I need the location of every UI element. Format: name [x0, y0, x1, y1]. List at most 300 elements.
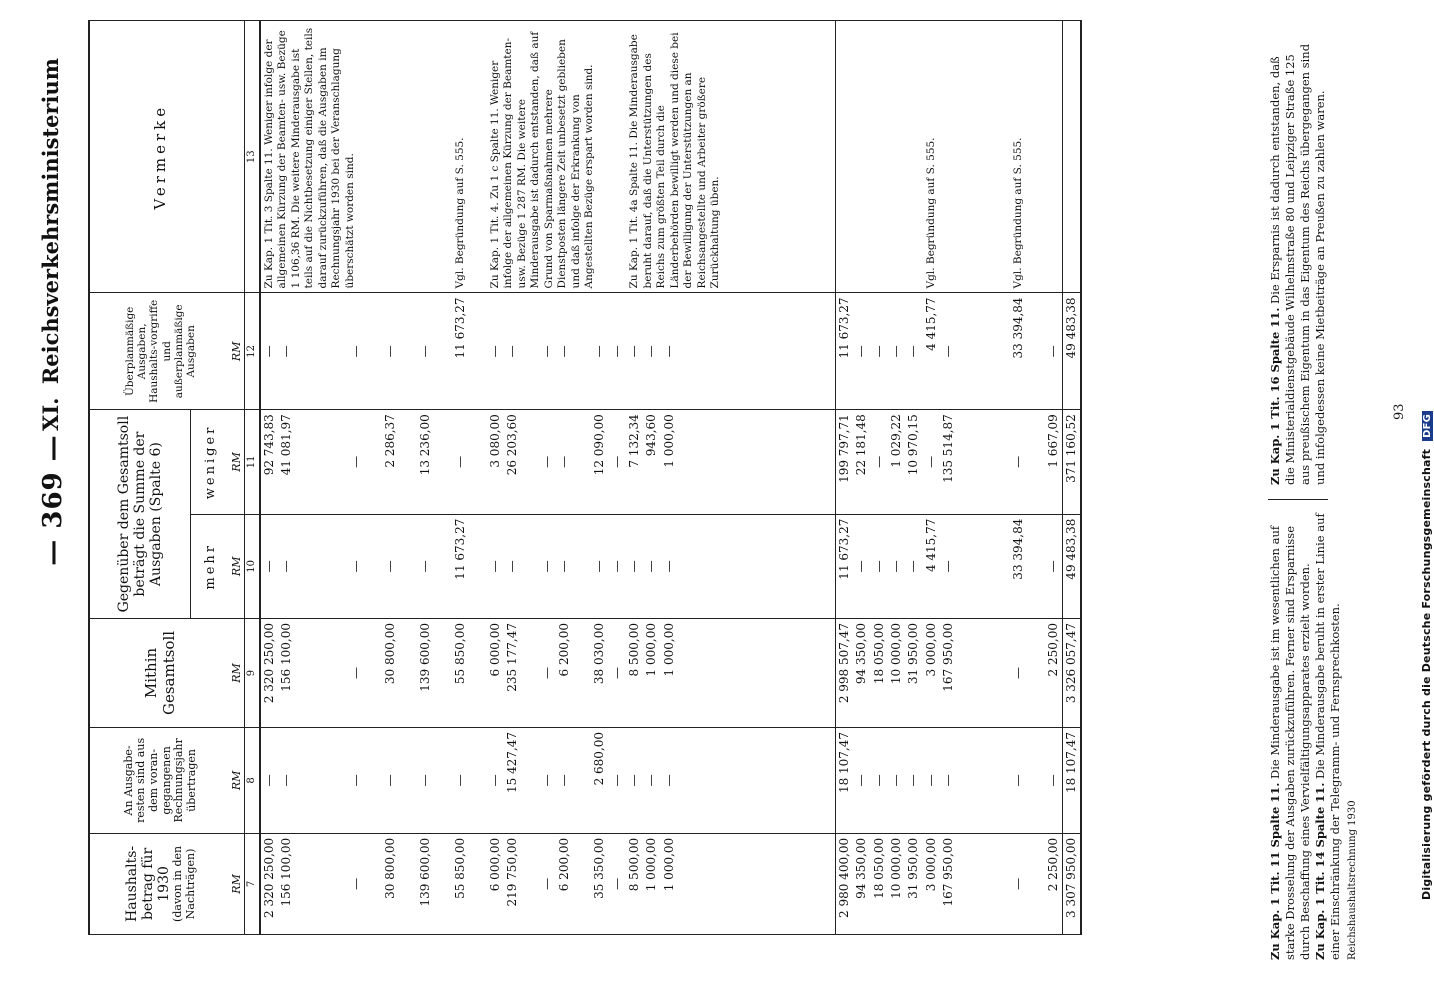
cell-col-12: —	[591, 293, 608, 410]
cell-col-9	[469, 619, 486, 728]
cell-col-11	[748, 410, 765, 514]
cell-col-9: 6 000,00	[487, 619, 504, 728]
cell-col-7: —	[1010, 833, 1027, 934]
cell-col-11	[783, 410, 800, 514]
budget-table	[88, 20, 1082, 935]
cell-col-9	[435, 619, 452, 728]
cell-col-7	[992, 833, 1009, 934]
cell-col-7: 3 307 950,00	[1062, 833, 1081, 934]
header-col-11: weniger	[191, 410, 232, 514]
cell-col-11: —	[452, 410, 469, 514]
cell-col-10: —	[556, 514, 573, 618]
cell-col-12	[713, 293, 730, 410]
cell-col-11: —	[1010, 410, 1027, 514]
cell-col-7	[295, 833, 312, 934]
cell-col-9	[713, 619, 730, 728]
cell-col-11	[800, 410, 817, 514]
cell-col-8: —	[871, 727, 888, 833]
cell-col-9: —	[539, 619, 556, 728]
cell-col-9	[958, 619, 975, 728]
cell-col-11	[522, 410, 539, 514]
cell-col-10	[748, 514, 765, 618]
cell-col-12: —	[539, 293, 556, 410]
cell-col-7: 55 850,00	[452, 833, 469, 934]
cell-col-12: —	[940, 293, 957, 410]
cell-col-9: 2 320 250,00	[260, 619, 278, 728]
cell-col-7: 31 950,00	[905, 833, 922, 934]
cell-col-8: —	[348, 727, 365, 833]
cell-col-8: 18 107,47	[1062, 727, 1081, 833]
cell-col-10: 11 673,27	[452, 514, 469, 618]
cell-col-11	[765, 410, 782, 514]
cell-col-9	[817, 619, 835, 728]
table-row	[992, 21, 1009, 935]
cell-col-12	[817, 293, 835, 410]
cell-col-9: 156 100,00	[278, 619, 295, 728]
cell-col-8	[765, 727, 782, 833]
cell-col-10	[574, 514, 591, 618]
table-row	[1062, 21, 1081, 935]
cell-col-11	[295, 410, 312, 514]
note-tit-11-text: Die Minderausgabe ist im wesentlichen auf starke Drosselung der Ausgaben zurückzuführen. Ferner sind Ersparnisse durch Beschaffung eines Vervielfältigungsapparates erzielt worden.	[1268, 525, 1312, 960]
header-col-10-11-group: Gegenüber dem Gesamtsoll beträgt die Summe der Ausgaben (Spalte 6)	[89, 410, 191, 619]
cell-col-7	[313, 833, 330, 934]
cell-col-8	[783, 727, 800, 833]
remark-cell	[469, 21, 486, 293]
cell-col-11: 943,60	[643, 410, 660, 514]
cell-col-12: —	[609, 293, 626, 410]
note-tit-16-text: Die Ersparnis ist dadurch entstanden, daß die Ministerialdienstgebäude Wilhelmstraße 80 und Leipziger Straße 125 aus preußischem Eigentum in das Eigentum des Reichs übergegangen sind und infolgedessen keine Mietbeiträge an Preußen zu zahlen waren.	[1268, 43, 1327, 485]
cell-col-8: —	[487, 727, 504, 833]
cell-col-12	[313, 293, 330, 410]
cell-col-11: 2 286,37	[382, 410, 399, 514]
colnum-9: 9	[244, 619, 260, 728]
cell-col-7: 8 500,00	[626, 833, 643, 934]
cell-col-10	[975, 514, 992, 618]
cell-col-7: 2 250,00	[1045, 833, 1063, 934]
cell-col-9	[696, 619, 713, 728]
cell-col-8	[958, 727, 975, 833]
cell-col-9	[748, 619, 765, 728]
cell-col-11: 1 000,00	[661, 410, 678, 514]
cell-col-7: 30 800,00	[382, 833, 399, 934]
remark-cell: Zu Kap. 1 Tit. 4a Spalte 11. Die Minderausgabe beruht darauf, daß die Unterstützungen des Reichs zum größten Teil durch die Länderbehörden bewilligt werden und diese bei der Bewilligung der Unterstützungen an Reichsangestellte und Arbeiter größere Zurückhaltung üben.	[626, 21, 835, 293]
remark-cell	[1045, 21, 1063, 293]
cell-col-10: —	[888, 514, 905, 618]
cell-col-10	[678, 514, 695, 618]
cell-col-11: —	[348, 410, 365, 514]
cell-col-7	[713, 833, 730, 934]
cell-col-12	[765, 293, 782, 410]
note-tit-14-head: Zu Kap. 1 Tit. 14 Spalte 11.	[1313, 782, 1327, 960]
cell-col-12	[958, 293, 975, 410]
cell-col-8	[748, 727, 765, 833]
remark-cell	[1062, 21, 1081, 293]
cell-col-9	[765, 619, 782, 728]
cell-col-9: 6 200,00	[556, 619, 573, 728]
remark-cell: Vgl. Begründung auf S. 555.	[452, 21, 469, 293]
table-row	[958, 21, 975, 935]
cell-col-12: —	[1045, 293, 1063, 410]
cell-col-9	[678, 619, 695, 728]
cell-col-8: —	[417, 727, 434, 833]
cell-col-11: 92 743,83	[260, 410, 278, 514]
cell-col-12: —	[260, 293, 278, 410]
cell-col-9: 10 000,00	[888, 619, 905, 728]
cell-col-7: —	[609, 833, 626, 934]
notes-right	[1268, 35, 1328, 500]
cell-col-11	[400, 410, 417, 514]
cell-col-10: —	[905, 514, 922, 618]
cell-col-8	[330, 727, 347, 833]
cell-col-11: 1 029,22	[888, 410, 905, 514]
table-row	[871, 21, 888, 935]
header-col-9: Mithin Gesamtsoll	[89, 619, 231, 728]
cell-col-7	[469, 833, 486, 934]
cell-col-9: 139 600,00	[417, 619, 434, 728]
cell-col-9	[313, 619, 330, 728]
cell-col-10: 33 394,84	[1010, 514, 1027, 618]
table-row	[923, 21, 940, 935]
cell-col-12	[574, 293, 591, 410]
cell-col-8	[365, 727, 382, 833]
unit-col-13	[231, 21, 244, 293]
cell-col-10	[1027, 514, 1044, 618]
cell-col-8: —	[923, 727, 940, 833]
cell-col-7: —	[348, 833, 365, 934]
cell-col-12	[1027, 293, 1044, 410]
cell-col-12: 11 673,27	[835, 293, 853, 410]
footer-page-number: 93	[1392, 403, 1407, 420]
cell-col-9	[365, 619, 382, 728]
cell-col-9: 1 000,00	[661, 619, 678, 728]
cell-col-11: 135 514,87	[940, 410, 957, 514]
cell-col-7	[783, 833, 800, 934]
cell-col-8	[730, 727, 747, 833]
cell-col-11	[958, 410, 975, 514]
cell-col-11	[469, 410, 486, 514]
cell-col-12: —	[556, 293, 573, 410]
cell-col-9: 38 030,00	[591, 619, 608, 728]
cell-col-7	[330, 833, 347, 934]
cell-col-12: 11 673,27	[452, 293, 469, 410]
cell-col-12	[748, 293, 765, 410]
cell-col-9: —	[1010, 619, 1027, 728]
cell-col-7	[800, 833, 817, 934]
cell-col-7: 10 000,00	[888, 833, 905, 934]
cell-col-7	[365, 833, 382, 934]
cell-col-8: —	[626, 727, 643, 833]
table-row	[487, 21, 504, 935]
note-tit-14-text: Die Minderausgabe beruht in erster Linie auf einer Einschränkung der Telegramm- und Fernsprechkosten.	[1313, 513, 1342, 960]
cell-col-10	[817, 514, 835, 618]
cell-col-7: 1 000,00	[643, 833, 660, 934]
cell-col-7	[574, 833, 591, 934]
cell-col-10: —	[609, 514, 626, 618]
cell-col-7	[435, 833, 452, 934]
cell-col-11	[730, 410, 747, 514]
note-tit-11	[1268, 510, 1313, 960]
cell-col-12: —	[905, 293, 922, 410]
table-row	[469, 21, 486, 935]
cell-col-9: 8 500,00	[626, 619, 643, 728]
cell-col-11: 10 970,15	[905, 410, 922, 514]
cell-col-11	[713, 410, 730, 514]
remark-cell	[905, 21, 922, 293]
colnum-13: 13	[244, 21, 260, 293]
cell-col-7	[958, 833, 975, 934]
cell-col-9	[975, 619, 992, 728]
cell-col-10: 11 673,27	[835, 514, 853, 618]
header-col-13: Vermerke	[89, 21, 231, 293]
cell-col-7	[748, 833, 765, 934]
table-row	[975, 21, 992, 935]
cell-col-12	[678, 293, 695, 410]
cell-col-9	[1027, 619, 1044, 728]
cell-col-10	[765, 514, 782, 618]
cell-col-10: —	[626, 514, 643, 618]
cell-col-10	[435, 514, 452, 618]
cell-col-12: —	[417, 293, 434, 410]
unit-col-12: RM	[231, 293, 244, 410]
cell-col-10	[958, 514, 975, 618]
cell-col-12: —	[278, 293, 295, 410]
cell-col-9: 1 000,00	[643, 619, 660, 728]
digitization-credit	[1420, 411, 1433, 900]
cell-col-7: —	[539, 833, 556, 934]
remark-cell	[992, 21, 1009, 293]
remark-cell	[871, 21, 888, 293]
cell-col-10	[696, 514, 713, 618]
cell-col-8	[1027, 727, 1044, 833]
cell-col-8: 2 680,00	[591, 727, 608, 833]
cell-col-9: —	[348, 619, 365, 728]
header-col-12: Überplanmäßige Ausgaben, Haushalts-vorgriffe und außerplanmäßige Ausgaben	[89, 293, 231, 410]
cell-col-9: 3 326 057,47	[1062, 619, 1081, 728]
cell-col-8: —	[1010, 727, 1027, 833]
cell-col-10: —	[278, 514, 295, 618]
table-row	[1045, 21, 1063, 935]
cell-col-8	[678, 727, 695, 833]
cell-col-10: —	[871, 514, 888, 618]
cell-col-11	[365, 410, 382, 514]
cell-col-7: 94 350,00	[853, 833, 870, 934]
cell-col-10: —	[504, 514, 521, 618]
cell-col-10: —	[643, 514, 660, 618]
cell-col-12	[435, 293, 452, 410]
cell-col-11	[817, 410, 835, 514]
colnum-11: 11	[244, 410, 260, 514]
note-tit-11-head: Zu Kap. 1 Tit. 11 Spalte 11.	[1268, 782, 1282, 960]
cell-col-8: —	[609, 727, 626, 833]
cell-col-7: 35 350,00	[591, 833, 608, 934]
cell-col-7: 2 980 400,00	[835, 833, 853, 934]
cell-col-12	[975, 293, 992, 410]
table-row	[1010, 21, 1027, 935]
note-tit-16-head: Zu Kap. 1 Tit. 16 Spalte 11.	[1268, 307, 1282, 485]
cell-col-10: —	[382, 514, 399, 618]
cell-col-7	[678, 833, 695, 934]
cell-col-11: 7 132,34	[626, 410, 643, 514]
table-row	[260, 21, 278, 935]
cell-col-9: 2 998 507,47	[835, 619, 853, 728]
cell-col-9: 31 950,00	[905, 619, 922, 728]
cell-col-12: —	[487, 293, 504, 410]
cell-col-8: —	[888, 727, 905, 833]
cell-col-11: 371 160,52	[1062, 410, 1081, 514]
cell-col-9: 94 350,00	[853, 619, 870, 728]
cell-col-9	[522, 619, 539, 728]
cell-col-10: —	[661, 514, 678, 618]
cell-col-8	[574, 727, 591, 833]
cell-col-11: 12 090,00	[591, 410, 608, 514]
cell-col-12	[992, 293, 1009, 410]
table-row	[940, 21, 957, 935]
cell-col-11: 1 667,09	[1045, 410, 1063, 514]
cell-col-8: —	[278, 727, 295, 833]
table-body	[260, 21, 1082, 935]
cell-col-8	[522, 727, 539, 833]
cell-col-11: —	[871, 410, 888, 514]
cell-col-9: 3 000,00	[923, 619, 940, 728]
credit-text: Digitalisierung gefördert durch die Deutsche Forschungsgemeinschaft	[1420, 448, 1433, 900]
cell-col-9: 30 800,00	[382, 619, 399, 728]
table-row	[888, 21, 905, 935]
remark-cell	[1027, 21, 1044, 293]
cell-col-12	[696, 293, 713, 410]
cell-col-8: —	[539, 727, 556, 833]
cell-col-9	[783, 619, 800, 728]
cell-col-11	[1027, 410, 1044, 514]
cell-col-9: 235 177,47	[504, 619, 521, 728]
table-row	[452, 21, 469, 935]
cell-col-7: 6 200,00	[556, 833, 573, 934]
cell-col-10	[400, 514, 417, 618]
cell-col-9	[295, 619, 312, 728]
cell-col-11	[313, 410, 330, 514]
cell-col-8	[469, 727, 486, 833]
cell-col-12	[400, 293, 417, 410]
cell-col-12	[730, 293, 747, 410]
cell-col-12: 4 415,77	[923, 293, 940, 410]
cell-col-8	[435, 727, 452, 833]
cell-col-12: —	[853, 293, 870, 410]
cell-col-12: —	[626, 293, 643, 410]
cell-col-8: —	[1045, 727, 1063, 833]
cell-col-8	[975, 727, 992, 833]
cell-col-9: —	[609, 619, 626, 728]
cell-col-12: 49 483,38	[1062, 293, 1081, 410]
cell-col-10	[992, 514, 1009, 618]
ministry-name: Reichsverkehrsministerium	[38, 58, 63, 385]
cell-col-11: —	[609, 410, 626, 514]
cell-col-8: —	[556, 727, 573, 833]
cell-col-11: 199 797,71	[835, 410, 853, 514]
unit-col-8: RM	[231, 727, 244, 833]
cell-col-11: 3 080,00	[487, 410, 504, 514]
cell-col-12	[783, 293, 800, 410]
cell-col-10	[730, 514, 747, 618]
cell-col-12	[330, 293, 347, 410]
cell-col-9	[800, 619, 817, 728]
cell-col-12: —	[888, 293, 905, 410]
cell-col-10	[313, 514, 330, 618]
cell-col-10: —	[487, 514, 504, 618]
cell-col-8: —	[853, 727, 870, 833]
ministry-roman: XI.	[38, 397, 63, 431]
cell-col-12: 33 394,84	[1010, 293, 1027, 410]
cell-col-11	[435, 410, 452, 514]
ministry-title	[38, 58, 63, 431]
cell-col-11: 26 203,60	[504, 410, 521, 514]
cell-col-8: —	[260, 727, 278, 833]
notes-left	[1268, 510, 1343, 960]
cell-col-9: 55 850,00	[452, 619, 469, 728]
cell-col-8: —	[940, 727, 957, 833]
cell-col-11: —	[539, 410, 556, 514]
cell-col-11	[992, 410, 1009, 514]
remark-cell: Zu Kap. 1 Tit. 3 Spalte 11. Weniger infolge der allgemeinen Kürzung der Beamten- usw. Bezüge 1 106,36 RM. Die weitere Minderausgabe ist teils auf die Nichtbesetzung einiger Stellen, teils darauf zurückzuführen, daß die Ausgaben im Rechnungsjahr 1930 bei der Veranschlagung überschätzt worden sind.	[260, 21, 452, 293]
cell-col-9: 167 950,00	[940, 619, 957, 728]
cell-col-12	[469, 293, 486, 410]
dfg-logo: DFG	[1422, 411, 1433, 441]
cell-col-7	[696, 833, 713, 934]
remark-cell	[958, 21, 975, 293]
remark-cell: Vgl. Begründung auf S. 555.	[1010, 21, 1027, 293]
cell-col-7	[1027, 833, 1044, 934]
colnum-8: 8	[244, 727, 260, 833]
page-number-header: — 369 —	[38, 434, 68, 566]
cell-col-8	[992, 727, 1009, 833]
cell-col-9	[730, 619, 747, 728]
cell-col-9: 18 050,00	[871, 619, 888, 728]
cell-col-10	[713, 514, 730, 618]
cell-col-8	[800, 727, 817, 833]
cell-col-10	[800, 514, 817, 618]
header-col-7-sub: (davon in den Nachträgen)	[171, 845, 197, 922]
cell-col-10: —	[417, 514, 434, 618]
cell-col-11	[330, 410, 347, 514]
cell-col-10: 49 483,38	[1062, 514, 1081, 618]
cell-col-10: —	[940, 514, 957, 618]
cell-col-8	[696, 727, 713, 833]
cell-col-10	[330, 514, 347, 618]
note-tit-14	[1313, 510, 1343, 960]
cell-col-7	[522, 833, 539, 934]
cell-col-12	[522, 293, 539, 410]
header-col-7-main: Haushalts-betrag für 1930	[123, 845, 172, 922]
cell-col-7: 1 000,00	[661, 833, 678, 934]
table-row	[626, 21, 643, 935]
cell-col-7: 6 000,00	[487, 833, 504, 934]
cell-col-11	[574, 410, 591, 514]
cell-col-7: 219 750,00	[504, 833, 521, 934]
cell-col-9	[992, 619, 1009, 728]
remark-cell	[940, 21, 957, 293]
cell-col-8	[295, 727, 312, 833]
cell-col-7	[730, 833, 747, 934]
cell-col-7: 3 000,00	[923, 833, 940, 934]
cell-col-8	[400, 727, 417, 833]
source-line: Reichshaushaltsrechnung 1930	[1347, 800, 1358, 960]
unit-col-10: RM	[231, 514, 244, 618]
cell-col-11: 41 081,97	[278, 410, 295, 514]
cell-col-11: —	[556, 410, 573, 514]
cell-col-10	[783, 514, 800, 618]
cell-col-12: —	[348, 293, 365, 410]
cell-col-7: 156 100,00	[278, 833, 295, 934]
cell-col-7: 139 600,00	[417, 833, 434, 934]
